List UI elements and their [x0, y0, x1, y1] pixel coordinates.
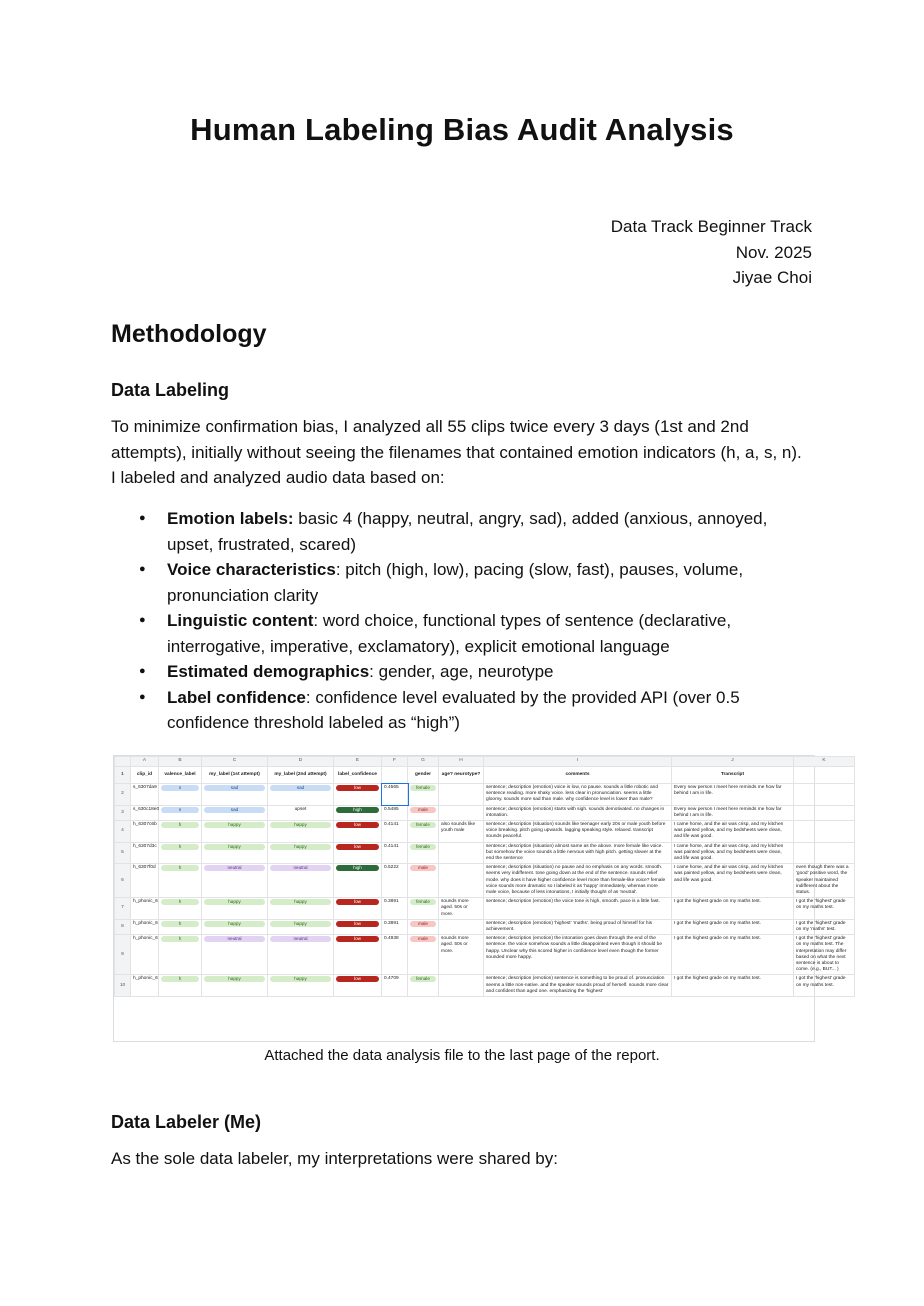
- age-cell: also sounds like youth male: [439, 821, 484, 843]
- l2-chip: neutral: [270, 865, 331, 871]
- k-cell: [794, 784, 855, 806]
- gender-chip: male: [410, 807, 436, 813]
- column-letter: K: [794, 757, 855, 767]
- list-item: ● Emotion labels: basic 4 (happy, neutral, angry, sad), added (anxious, annoyed, upset, frustrated, scared): [111, 506, 811, 557]
- l1-chip: sad: [204, 785, 265, 791]
- list-item: ● Voice characteristics: pitch (high, low), pacing (slow, fast), pauses, volume, pronunciation clarity: [111, 557, 811, 608]
- conf-chip: low: [336, 899, 379, 905]
- table-row: [115, 821, 855, 843]
- conf-chip: low: [336, 921, 379, 927]
- l2-chip: happy: [270, 921, 331, 927]
- val-chip: h: [161, 844, 199, 850]
- l2-chip: happy: [270, 844, 331, 850]
- l1-chip: neutral: [204, 936, 265, 942]
- l1-chip: happy: [204, 899, 265, 905]
- val-cell: [159, 898, 202, 920]
- clip-cell: h_6307c6b: [131, 821, 159, 843]
- n-cell: 4: [115, 821, 131, 843]
- comments-cell: sentence; description (emotion) sentence is something to be proud of. pronunciation seems a little non-native. and the speaker sounds proud of herself. sounds more clear and confident than aged one. emphasizing the 'highest': [484, 975, 672, 997]
- column-letter: D: [268, 757, 334, 767]
- score-cell: 0.4709: [382, 975, 408, 997]
- l2-chip: happy: [270, 822, 331, 828]
- score-cell: 0.4938: [382, 935, 408, 975]
- column-letter: [115, 757, 131, 767]
- column-header: 1: [115, 767, 131, 784]
- transcript-cell: I got the highest grade on my maths test.: [672, 919, 794, 934]
- val-chip: s: [161, 807, 199, 813]
- val-chip: h: [161, 899, 199, 905]
- val-cell: [159, 919, 202, 934]
- val-chip: h: [161, 921, 199, 927]
- column-header: valence_label: [159, 767, 202, 784]
- age-cell: [439, 805, 484, 820]
- score-cell: 0.4141: [382, 842, 408, 864]
- gender-chip: male: [410, 936, 436, 942]
- column-header: my_label (1st attempt): [202, 767, 268, 784]
- n-cell: 3: [115, 805, 131, 820]
- conf-cell: [334, 805, 382, 820]
- data-labeling-heading: Data Labeling: [111, 380, 230, 400]
- column-header: clip_id: [131, 767, 159, 784]
- table-row: [115, 975, 855, 997]
- l2-chip: neutral: [270, 936, 331, 942]
- l2-cell: [268, 842, 334, 864]
- age-cell: [439, 864, 484, 898]
- column-letter: G: [408, 757, 439, 767]
- val-cell: [159, 842, 202, 864]
- conf-cell: [334, 898, 382, 920]
- l1-cell: [202, 975, 268, 997]
- val-chip: h: [161, 822, 199, 828]
- column-letter: C: [202, 757, 268, 767]
- age-cell: [439, 784, 484, 806]
- comments-cell: sentence; description (emotion) 'highest' 'maths'. being proud of himself for his achievement.: [484, 919, 672, 934]
- transcript-cell: I came home, and the air was crisp, and my kitchen was painted yellow, and my bedsheets were clean, and life was good.: [672, 821, 794, 843]
- transcript-cell: I got the highest grade on my maths test.: [672, 975, 794, 997]
- labeling-criteria-list: [111, 506, 811, 736]
- comments-cell: sentence; description (emotion) the voice tone is high, smooth. pace is a little fast.: [484, 898, 672, 920]
- comments-cell: sentence; description (situation) no pause and no emphasis on any words. smooth. seems very indifferent. tone going down at the end of the sentence. sounds relief mode. why does it have higher confidence level more than female-like voice? female voice sounds more dramatic so I labeled it as 'happy' immediately, whereas more male voice, because of less intonations, I initially thought of as 'neutral'.: [484, 864, 672, 898]
- n-cell: 10: [115, 975, 131, 997]
- val-chip: h: [161, 976, 199, 982]
- data-labeler-text: As the sole data labeler, my interpretations were shared by:: [111, 1149, 558, 1168]
- l2-cell: [268, 919, 334, 934]
- age-cell: [439, 975, 484, 997]
- figure-caption: Attached the data analysis file to the last page of the report.: [264, 1047, 660, 1064]
- clip-cell: s_630c18e0: [131, 805, 159, 820]
- gender-chip: female: [410, 785, 436, 791]
- gender-cell: [408, 842, 439, 864]
- table-row: [115, 935, 855, 975]
- clip-cell: h_6307d3c: [131, 842, 159, 864]
- data-labeler-heading: Data Labeler (Me): [111, 1112, 262, 1132]
- column-header: label_confidence: [334, 767, 382, 784]
- conf-cell: [334, 821, 382, 843]
- data-labeling-intro: To minimize confirmation bias, I analyzed all 55 clips twice every 3 days (1st and 2nd attempts), initially without seeing the filenames that contained emotion indicators (h, a, s, n). I labeled and analyzed audio data based on:: [111, 417, 802, 487]
- gender-cell: [408, 864, 439, 898]
- val-cell: [159, 805, 202, 820]
- k-cell: [794, 821, 855, 843]
- l2-cell: upset: [268, 805, 334, 820]
- list-item: ● Linguistic content: word choice, functional types of sentence (declarative, interrogative, imperative, exclamatory), explicit emotional language: [111, 608, 811, 659]
- column-header: Transcript: [672, 767, 794, 784]
- conf-cell: [334, 842, 382, 864]
- k-cell: I got the 'highest' grade on my 'maths' test.: [794, 919, 855, 934]
- track-name: Data Track Beginner Track: [610, 217, 812, 236]
- n-cell: 5: [115, 842, 131, 864]
- column-letter: H: [439, 757, 484, 767]
- gender-chip: female: [410, 899, 436, 905]
- clip-cell: h_phonic_6: [131, 975, 159, 997]
- l1-cell: [202, 784, 268, 806]
- k-cell: I got the 'highest' grade on my maths test. The interpretation may differ based on what the next sentence is about to come. (e.g., BUT... ): [794, 935, 855, 975]
- l1-chip: sad: [204, 807, 265, 813]
- clip-cell: h_phonic_6: [131, 898, 159, 920]
- k-cell: [794, 805, 855, 820]
- l2-chip: happy: [270, 899, 331, 905]
- table-row: [115, 919, 855, 934]
- conf-cell: [334, 919, 382, 934]
- clip-cell: h_phonic_6: [131, 919, 159, 934]
- score-cell: 0.3891: [382, 919, 408, 934]
- gender-chip: female: [410, 976, 436, 982]
- gender-cell: [408, 919, 439, 934]
- l1-cell: [202, 898, 268, 920]
- conf-chip: low: [336, 976, 379, 982]
- age-cell: [439, 919, 484, 934]
- column-header: age? neurotype?: [439, 767, 484, 784]
- transcript-cell: I got the highest grade on my maths test.: [672, 898, 794, 920]
- score-cell: 0.5485: [382, 805, 408, 820]
- conf-chip: low: [336, 785, 379, 791]
- l1-cell: [202, 842, 268, 864]
- l2-cell: [268, 784, 334, 806]
- l2-cell: [268, 864, 334, 898]
- transcript-cell: I came home, and the air was crisp, and my kitchen was painted yellow, and my bedsheets were clean, and life was good.: [672, 842, 794, 864]
- conf-cell: [334, 784, 382, 806]
- k-cell: [794, 842, 855, 864]
- table-row: [115, 864, 855, 898]
- transcript-cell: I got the highest grade on my maths test.: [672, 935, 794, 975]
- gender-chip: male: [410, 921, 436, 927]
- k-cell: I got the 'highest' grade on my maths test.: [794, 975, 855, 997]
- age-cell: sounds more aged. 50s or more.: [439, 935, 484, 975]
- gender-cell: [408, 821, 439, 843]
- labeling-table: [114, 756, 855, 997]
- table-row: [115, 784, 855, 806]
- gender-cell: [408, 935, 439, 975]
- l1-chip: happy: [204, 822, 265, 828]
- k-cell: I got the 'highest' grade on my maths test.: [794, 898, 855, 920]
- column-header: my_label (2nd attempt): [268, 767, 334, 784]
- table-header-row: [115, 767, 855, 784]
- report-date: Nov. 2025: [735, 242, 812, 262]
- val-cell: [159, 821, 202, 843]
- conf-cell: [334, 864, 382, 898]
- conf-chip: high: [336, 807, 379, 813]
- val-chip: h: [161, 865, 199, 871]
- column-letter: B: [159, 757, 202, 767]
- conf-cell: [334, 975, 382, 997]
- score-cell: 0.4565: [382, 784, 408, 806]
- val-cell: [159, 784, 202, 806]
- author-block: [611, 214, 812, 291]
- list-item: ● Estimated demographics: gender, age, neurotype: [111, 659, 811, 685]
- val-cell: [159, 975, 202, 997]
- transcript-cell: I came home, and the air was crisp, and my kitchen was painted yellow, and my bedsheets were clean, and life was good.: [672, 864, 794, 898]
- l1-cell: [202, 821, 268, 843]
- l1-chip: neutral: [204, 865, 265, 871]
- val-cell: [159, 864, 202, 898]
- document-title: Human Labeling Bias Audit Analysis: [190, 112, 734, 147]
- n-cell: 2: [115, 784, 131, 806]
- gender-chip: female: [410, 822, 436, 828]
- transcript-cell: Every new person I meet here reminds me how far behind I am in life.: [672, 784, 794, 806]
- gender-cell: [408, 975, 439, 997]
- l2-cell: [268, 898, 334, 920]
- n-cell: 9: [115, 935, 131, 975]
- l1-cell: [202, 864, 268, 898]
- table-row: [115, 898, 855, 920]
- conf-chip: high: [336, 865, 379, 871]
- gender-cell: [408, 898, 439, 920]
- conf-chip: low: [336, 936, 379, 942]
- column-header: gender: [408, 767, 439, 784]
- comments-cell: sentence; description (situation) sounds like teenager early 20s or male youth before voice breaking. pitch going upwards. lagging speaking style. relaxed. transcript sounds peaceful.: [484, 821, 672, 843]
- conf-chip: low: [336, 844, 379, 850]
- clip-cell: h_phonic_6: [131, 935, 159, 975]
- score-cell: 0.4141: [382, 821, 408, 843]
- score-cell: 0.5222: [382, 864, 408, 898]
- age-cell: [439, 842, 484, 864]
- comments-cell: sentence; description (emotion) voice is low, no pause. sounds a little robotic and sentence reading. more shaky voice. less clear in pronunciation. seems a little gloomy. sounds more sad than male. why confidence level is lower than male?: [484, 784, 672, 806]
- gender-chip: female: [410, 844, 436, 850]
- k-cell: even though there was a 'good' positive word, the speaker maintained indifferent about the status.: [794, 864, 855, 898]
- clip-cell: s_6307da9: [131, 784, 159, 806]
- l2-cell: [268, 975, 334, 997]
- n-cell: 8: [115, 919, 131, 934]
- table-row: [115, 805, 855, 820]
- comments-cell: sentence; description (emotion) the intonation goes down through the end of the sentence. the voice somehow sounds a little disappointed even though it should be happy. Unclear why this scored higher in confidence level even though the former sounded more happy.: [484, 935, 672, 975]
- l2-chip: happy: [270, 976, 331, 982]
- l1-cell: [202, 919, 268, 934]
- conf-chip: low: [336, 822, 379, 828]
- gender-chip: male: [410, 865, 436, 871]
- comments-cell: sentence; description (situation) almost same as the above. more female like voice. but somehow the voice sounds a little nervous with high pitch. getting slower at the end the sentence: [484, 842, 672, 864]
- column-header: [794, 767, 855, 784]
- l1-chip: happy: [204, 844, 265, 850]
- methodology-heading: Methodology: [111, 320, 267, 348]
- score-cell: 0.3891: [382, 898, 408, 920]
- l2-cell: [268, 935, 334, 975]
- column-header: comments: [484, 767, 672, 784]
- column-letter: A: [131, 757, 159, 767]
- n-cell: 6: [115, 864, 131, 898]
- l1-cell: [202, 935, 268, 975]
- val-chip: s: [161, 785, 199, 791]
- l2-chip: sad: [270, 785, 331, 791]
- gender-cell: [408, 784, 439, 806]
- clip-cell: h_6307f0d: [131, 864, 159, 898]
- l1-cell: [202, 805, 268, 820]
- l2-cell: [268, 821, 334, 843]
- val-cell: [159, 935, 202, 975]
- conf-cell: [334, 935, 382, 975]
- column-letter: F: [382, 757, 408, 767]
- column-letter: I: [484, 757, 672, 767]
- list-item: ● Label confidence: confidence level evaluated by the provided API (over 0.5 confidence threshold labeled as “high”): [111, 685, 811, 736]
- spreadsheet-screenshot: [113, 755, 849, 1042]
- author-name: Jiyae Choi: [732, 268, 812, 287]
- val-chip: h: [161, 936, 199, 942]
- l1-chip: happy: [204, 976, 265, 982]
- column-letters: [115, 757, 855, 767]
- table-row: [115, 842, 855, 864]
- column-header: [382, 767, 408, 784]
- age-cell: sounds more aged. 50s or more.: [439, 898, 484, 920]
- column-letter: J: [672, 757, 794, 767]
- l1-chip: happy: [204, 921, 265, 927]
- gender-cell: [408, 805, 439, 820]
- column-letter: E: [334, 757, 382, 767]
- comments-cell: sentence; description (emotion) starts with sigh. sounds demotivated. no changes in intonation.: [484, 805, 672, 820]
- n-cell: 7: [115, 898, 131, 920]
- transcript-cell: Every new person I meet here reminds me how far behind I am in life.: [672, 805, 794, 820]
